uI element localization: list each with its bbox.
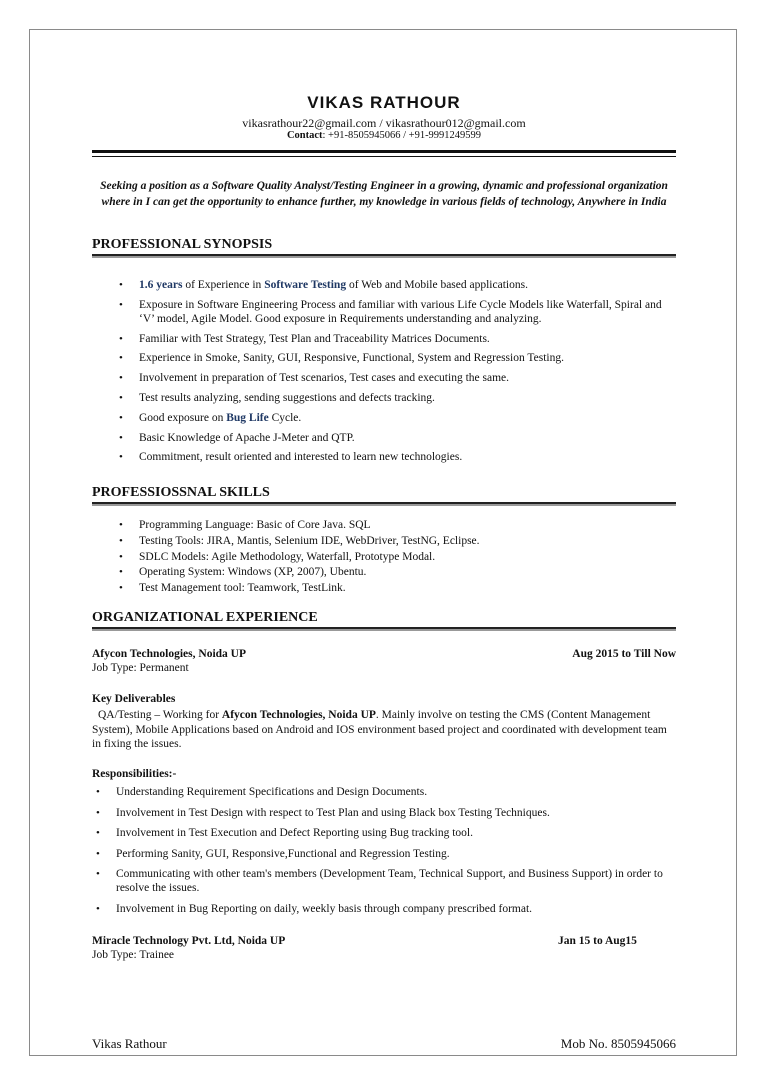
- list-item: [119, 450, 676, 464]
- list-item-text: Familiar with Test Strategy, Test Plan and Traceability Matrices Documents.: [139, 332, 490, 345]
- list-item-text: Basic Knowledge of Apache J-Meter and QTP.: [139, 431, 355, 444]
- paragraph-text: QA/Testing – Working for: [98, 709, 222, 721]
- bullet-icon: •: [96, 868, 100, 880]
- list-item: [119, 550, 676, 564]
- career-objective: Seeking a position as a Software Quality Analyst/Testing Engineer in a growing, dynamic and professional organization where in I can get the opportunity to enhance further, my knowledge in various fields of technology, Anywhere in India: [100, 180, 668, 208]
- list-item-text: SDLC Models: Agile Methodology, Waterfall, Prototype Modal.: [139, 550, 436, 563]
- job2-type: Job Type: Trainee: [92, 949, 175, 961]
- list-item-text: Communicating with other team's members (Development Team, Technical Support, and Business Support) in order to resolve the issues.: [116, 868, 663, 894]
- list-item-text: Good exposure on: [139, 411, 227, 424]
- experience-years: 1.6 years: [139, 279, 183, 291]
- list-item-text: Test results analyzing, sending suggestions and defects tracking.: [139, 391, 435, 404]
- bug-life-highlight: Bug Life: [226, 411, 269, 424]
- list-item: [96, 867, 676, 895]
- list-item: [96, 902, 676, 916]
- list-item: [96, 826, 676, 840]
- list-item: [119, 371, 676, 385]
- list-item: [119, 431, 676, 445]
- list-item-text: Programming Language: Basic of Core Java. SQL: [139, 519, 371, 531]
- list-item: [119, 581, 676, 595]
- list-item: [96, 806, 676, 820]
- list-item: [119, 518, 676, 532]
- list-item: [119, 391, 676, 405]
- email-addresses: vikasrathour22@gmail.com / vikasrathour012@gmail.com: [242, 116, 526, 130]
- bullet-icon: •: [96, 827, 100, 839]
- bullet-icon: •: [119, 550, 123, 563]
- paragraph-text: . Mainly involve on testing the CMS (Content Management System), Mobile Applications based on Android and IOS environment based project and coordinated with development team in fixing the issues.: [92, 709, 667, 750]
- list-item: [119, 565, 676, 579]
- list-item-text: Test Management tool: Teamwork, TestLink.: [139, 582, 346, 595]
- responsibilities-list: [96, 785, 676, 922]
- synopsis-list: [119, 278, 676, 470]
- list-item-text: Involvement in Test Design with respect to Test Plan and using Black box Testing Techniques.: [116, 806, 550, 819]
- list-item: [119, 411, 676, 425]
- bullet-icon: •: [119, 451, 123, 464]
- header-rule-thin: [92, 156, 676, 157]
- list-item-text: of Experience in: [182, 279, 265, 291]
- job1-type: Job Type: Permanent: [92, 662, 189, 674]
- contact-value: : +91-8505945066 / +91-9991249599: [322, 130, 482, 141]
- job1-dates: Aug 2015 to Till Now: [572, 648, 676, 660]
- list-item: [119, 278, 676, 292]
- bullet-icon: •: [119, 279, 123, 291]
- job2-dates: Jan 15 to Aug15: [558, 935, 637, 947]
- bullet-icon: •: [119, 332, 123, 345]
- bullet-icon: •: [119, 352, 123, 365]
- bullet-icon: •: [119, 391, 123, 404]
- footer-name: Vikas Rathour: [92, 1036, 167, 1051]
- list-item-text: of Web and Mobile based applications.: [346, 279, 528, 291]
- job2-company: Miracle Technology Pvt. Ltd, Noida UP: [92, 935, 286, 947]
- bullet-icon: •: [119, 411, 123, 424]
- list-item-text: Performing Sanity, GUI, Responsive,Functional and Regression Testing.: [116, 847, 450, 860]
- bullet-icon: •: [96, 806, 100, 819]
- bullet-icon: •: [119, 534, 123, 547]
- contact-label: Contact: [286, 130, 323, 141]
- list-item-text: Understanding Requirement Specifications and Design Documents.: [116, 786, 428, 798]
- list-item-text: Involvement in Test Execution and Defect Reporting using Bug tracking tool.: [116, 827, 474, 839]
- bullet-icon: •: [119, 298, 123, 311]
- skills-list: [119, 518, 676, 597]
- list-item-text: Involvement in Bug Reporting on daily, weekly basis through company prescribed format.: [116, 902, 533, 915]
- bullet-icon: •: [119, 519, 123, 531]
- section-title-experience: ORGANIZATIONAL EXPERIENCE: [92, 610, 676, 629]
- list-item-text: Involvement in preparation of Test scenarios, Test cases and executing the same.: [139, 372, 509, 385]
- bullet-icon: •: [96, 786, 100, 798]
- footer-mobile: Mob No. 8505945066: [560, 1036, 676, 1051]
- section-title-skills: PROFESSIOSSNAL SKILLS: [92, 485, 676, 504]
- list-item: [119, 534, 676, 548]
- skill-highlight: Software Testing: [264, 279, 347, 291]
- list-item-text: Operating System: Windows (XP, 2007), Ubentu.: [139, 566, 367, 579]
- list-item-text: Testing Tools: JIRA, Mantis, Selenium IDE, WebDriver, TestNG, Eclipse.: [139, 534, 480, 547]
- company-highlight: Afycon Technologies, Noida UP: [221, 709, 376, 721]
- bullet-icon: •: [119, 566, 123, 579]
- list-item-text: Experience in Smoke, Sanity, GUI, Responsive, Functional, System and Regression Testing.: [139, 352, 564, 365]
- list-item: [96, 847, 676, 861]
- bullet-icon: •: [96, 847, 100, 860]
- key-deliverables-title: Key Deliverables: [92, 693, 176, 705]
- list-item: [119, 332, 676, 346]
- list-item: [119, 351, 676, 365]
- bullet-icon: •: [96, 902, 100, 915]
- responsibilities-title: Responsibilities:-: [92, 768, 177, 780]
- key-deliverables-text: [92, 708, 676, 752]
- bullet-icon: •: [119, 431, 123, 444]
- bullet-icon: •: [119, 582, 123, 595]
- bullet-icon: •: [119, 372, 123, 385]
- list-item-text: Commitment, result oriented and interested to learn new technologies.: [139, 451, 463, 464]
- candidate-name: VIKAS RATHOUR: [307, 93, 461, 112]
- contact-line: [92, 130, 676, 141]
- list-item-text: Exposure in Software Engineering Process and familiar with various Life Cycle Models like Waterfall, Spiral and ‘V’ model, Agile Model. Good exposure in Requirements understanding and analyzing.: [139, 298, 662, 325]
- job1-company: Afycon Technologies, Noida UP: [92, 648, 246, 660]
- list-item-text: Cycle.: [268, 411, 302, 424]
- section-title-synopsis: PROFESSIONAL SYNOPSIS: [92, 237, 676, 256]
- list-item: [119, 298, 676, 326]
- header-rule-thick: [92, 150, 676, 153]
- list-item: [96, 785, 676, 799]
